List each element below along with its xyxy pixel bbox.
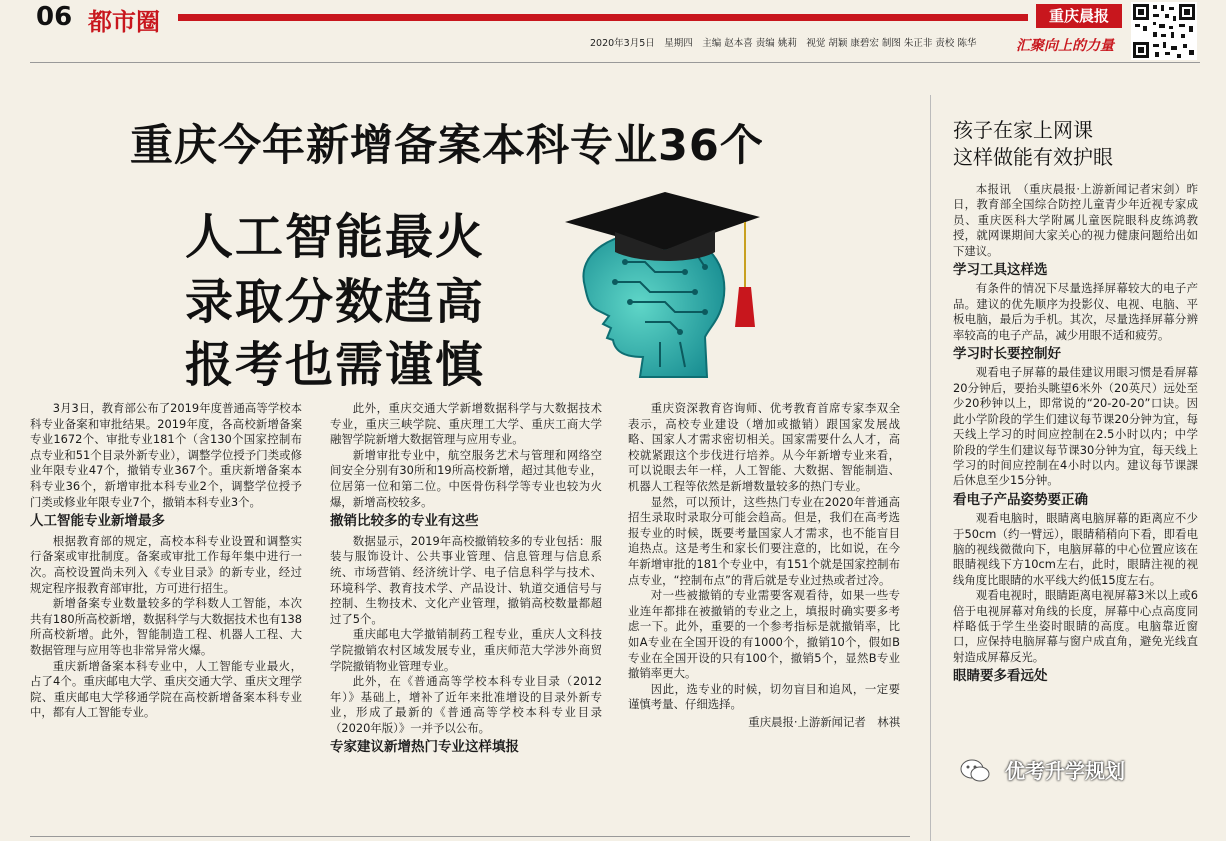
section-name: 都市圈 [88,8,160,36]
paragraph: 3月3日，教育部公布了2019年度普通高等学校本科专业备案和审批结果。2019年度，各高校新增备案专业1672个、审批专业181个（含130个国家控制布点专业和51个目录外新专业），调整学位授予门类或修业年限专业47个，撤销专业367个。重庆新增备案本科专业36个，新增审批本科专业2个，调整学位授予门类或修业年限专业7个，撤销本科专业3个。 [30,401,302,509]
paragraph: 重庆邮电大学撤销制药工程专业，重庆人文科技学院撤销农村区域发展专业，重庆师范大学涉外商贸学院撤销物业管理专业。 [330,627,602,673]
sub-headline-1: 人工智能最火 [185,209,486,265]
subheading: 看电子产品姿势要正确 [953,491,1088,508]
paragraph: 数据显示，2019年高校撤销较多的专业包括：服装与服饰设计、公共事业管理、信息管理与信息系统、市场营销、经济统计学、电子信息科学与技术、环境科学、教育技术学、产品设计、轨道交通信号与控制、生物技术、文化产业管理，撤销高校数量都超过了5个。 [330,533,602,626]
wechat-logo-icon [960,758,990,784]
side-title-line-1: 孩子在家上网课 [953,118,1093,142]
paragraph: 对一些被撤销的专业需要客观看待，如果一些专业连年都排在被撤销的专业之上，填报时确实要多考虑一下。此外，重要的一个参考指标是就撤销率，比如A专业在全国开设的有1000个，撤销10个，假如B专业在全国开设的只有100个，撤销5个，显然B专业撤销率更大。 [628,588,900,681]
paragraph: 观看电视时，眼睛距离电视屏幕3米以上或6倍于电视屏幕对角线的长度，屏幕中心点高度同样略低于学生坐姿时眼睛的高度。电脑靠近窗口，应保持电脑屏幕与窗户成直角，避免光线直射造成屏幕反光。 [953,588,1198,664]
article-column-3 [628,401,900,730]
paragraph: 此外，在《普通高等学校本科专业目录（2012年）》基础上，增补了近年来批准增设的目录外新专业，形成了最新的《普通高等学校本科专业目录（2020年版）》一并予以公布。 [330,674,602,735]
qr-code-icon [1131,2,1197,60]
side-article-body [953,182,1198,688]
header-divider [30,62,1200,63]
paragraph: 根据教育部的规定，高校本科专业设置和调整实行备案或审批制度。备案或审批工作每年集中进行一次。高校设置尚未列入《专业目录》的新专业，经过规定程序报教育部审批，方可进行招生。 [30,533,302,595]
side-title-line-2: 这样做能有效护眼 [953,145,1113,169]
paragraph: 新增审批专业中，航空服务艺术与管理和网络空间安全分别有30所和19所高校新增，超过其他专业，位居第一位和第二位。中医骨伤科学等专业也较为火爆，新增高校较多。 [330,447,602,509]
main-headline: 重庆今年新增备案本科专业36个 [130,121,764,171]
author-byline: 重庆晨报·上游新闻记者 林祺 [748,714,900,729]
subheading: 眼睛要多看远处 [953,668,1048,685]
paragraph: 重庆新增备案本科专业中，人工智能专业最火，占了4个。重庆邮电大学、重庆交通大学、重庆文理学院、重庆邮电大学移通学院在高校新增备案本科专业中，都有人工智能专业。 [30,658,302,720]
paragraph: 因此，选专业的时候，切勿盲目和追风，一定要谨慎考量、仔细选择。 [628,681,900,712]
watermark-text: 优考升学规划 [1005,759,1125,783]
subheading: 人工智能专业新增最多 [30,513,165,530]
sub-headline-3: 报考也需谨慎 [185,337,486,393]
newspaper-logo: 重庆晨报 [1036,4,1122,28]
page-number: 06 [36,2,73,32]
side-article-title [953,117,1113,171]
paragraph: 新增备案专业数量较多的学科数人工智能，本次共有180所高校新增，数据科学与大数据技术也有138所高校新增。此外，智能制造工程、机器人工程、大数据管理与应用等也非常异常火爆。 [30,596,302,657]
column-divider [930,95,931,841]
sub-headline-2: 录取分数趋高 [185,274,486,330]
article-column-2 [330,401,602,760]
newspaper-slogan: 汇聚向上的力量 [1016,38,1114,54]
paragraph: 有条件的情况下尽量选择屏幕较大的电子产品。建议的优先顺序为投影仪、电视、电脑、平板电脑，最后为手机。其次，尽量选择屏幕分辨率较高的电子产品，减少用眼不适和疲劳。 [953,281,1198,342]
paragraph: 此外，重庆交通大学新增数据科学与大数据技术专业，重庆三峡学院、重庆理工大学、重庆工商大学融智学院新增大数据管理与应用专业。 [330,401,602,447]
header-red-bar [178,14,1028,21]
subheading: 撤销比较多的专业有这些 [330,513,479,530]
subheading: 学习工具这样选 [953,262,1048,279]
paragraph: 显然，可以预计，这些热门专业在2020年普通高招生录取时录取分可能会趋高。但是，我们在高考选报专业的时候，既要考量国家人才需求，也不能盲目追热点。这是考生和家长们要注意的，比如说，在今年新增审批的181个专业中，有151个就是国家控制布点专业，“控制布点”的背后就是专业过热或者过冷。 [628,494,900,587]
paragraph: 本报讯 （重庆晨报·上游新闻记者宋剑）昨日，教育部全国综合防控儿童青少年近视专家成员、重庆医科大学附属儿童医院眼科皮练鸿教授，就网课期间大家关心的视力健康问题给出如下建议。 [953,182,1198,258]
subheading: 专家建议新增热门专业这样填报 [330,739,519,756]
paragraph: 观看电子屏幕的最佳建议用眼习惯是看屏幕20分钟后，要抬头眺望6米外（20英尺）远处至少20秒钟以上，即常说的“20-20-20”口诀。因此小学阶段的学生们建议每节课20分钟为宜，每天线上学习的时间应控制在2.5小时以内；中学阶段的学生们建议每节课30分钟为宜，每天线上学习的时间应控制在4小时以内。建议每节课課后休息至少15分钟。 [953,365,1198,488]
article-column-1 [30,401,302,721]
editor-info-line: 2020年3月5日 星期四 主编 赵本喜 责编 姚莉 视觉 胡颖 康碧宏 制图 朱正非 责校 陈华 [590,38,977,49]
paragraph: 重庆资深教育咨询师、优考教育首席专家李双全表示，高校专业建设（增加或撤销）跟国家发展战略、国家人才需求密切相关。国家需要什么人才，高校就紧跟这个步伐进行培养。从今年新增专业来看，可以说眼去年一样，人工智能、大数据、智能制造、机器人工程等依然是新增数量较多的热门专业。 [628,401,900,493]
paragraph: 观看电脑时，眼睛离电脑屏幕的距离应不少于50cm（约一臂远），眼睛稍稍向下看，即看电脑的视线微微向下，电脑屏幕的中心位置应该在眼睛视线下方10cm左右，此时，眼睛注视的视线角度比眼睛的水平线大约低15度左右。 [953,511,1198,587]
subheading: 学习时长要控制好 [953,346,1061,363]
ai-head-graduation-cap-icon [545,192,785,382]
footer-divider [30,836,910,837]
